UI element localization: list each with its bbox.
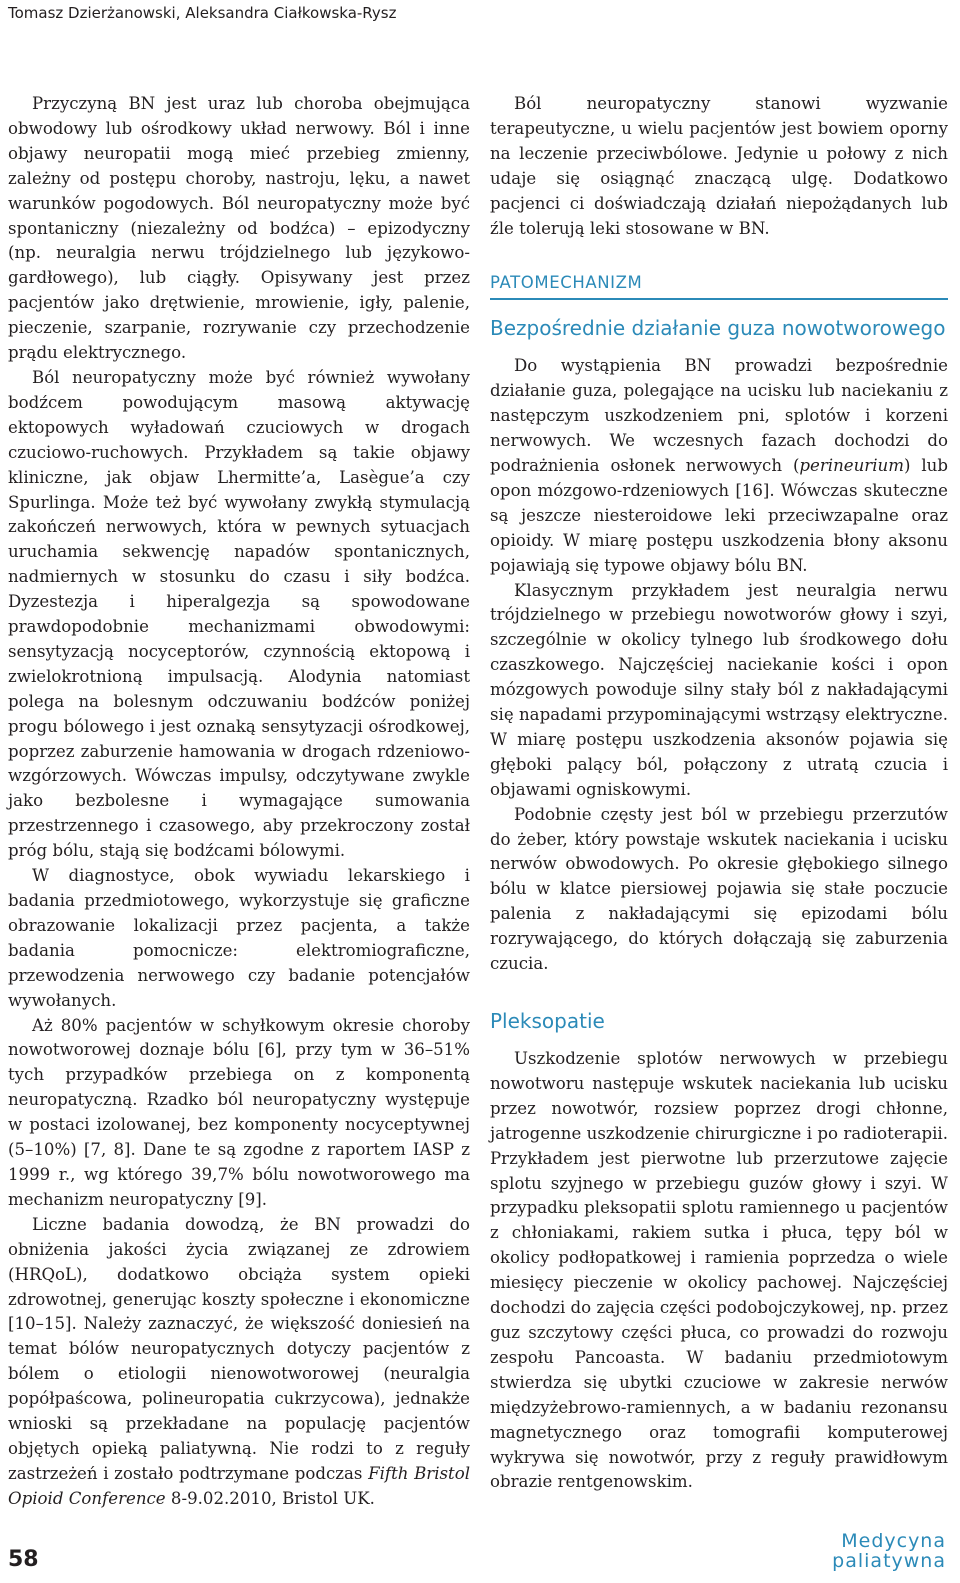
section-heading: PATOMECHANIZM [490,271,948,300]
paragraph: Klasycznym przykładem jest neuralgia nerwu trójdzielnego w przebiegu nowotworów głowy i szyi, szczególnie w okolicy tylnego lub środkowego dołu czaszkowego. Najczęściej naciekanie kości i opon mózgowych powoduje silny stały ból z nakładającymi się napadami przypominającymi wstrząsy elektryczne. W miarę postępu uszkodzenia aksonów pojawia się głęboki palący ból, połączony z utratą czucia i objawami ogniskowymi. [490,580,948,799]
paragraph: Aż 80% pacjentów w schyłkowym okresie choroby nowotworowej doznaje bólu [6], przy tym w 36–51% tych przypadków przebiega on z komponentą neuropatyczną. Rzadko ból neuropatyczny występuje w postaci izolowanej, bez komponenty nocyceptywnej (5–10%) [7, 8]. Dane te są zgodne z raportem IASP z 1999 r., wg którego 39,7% bólu nowotworowego ma mechanizm neuropatyczny [9]. [8,1015,470,1209]
subsection-heading: Pleksopatie [490,1009,605,1033]
conference-details: 8-9.02.2010, Bristol UK. [165,1488,375,1508]
journal-name-line2: paliatywna [832,1550,946,1572]
paragraph-text: ) lub opon mózgowo-rdzeniowych [16]. Wówczas skuteczne są jeszcze niesteroidowe leki przeciwzapalne oraz opioidy. W miarę postępu uszkodzenia błony aksonu pojawiają się typowe objawy bólu BN. [490,455,948,575]
paragraph: Ból neuropatyczny może być również wywołany bodźcem powodującym masową aktywację ektopowych wyładowań czuciowych w drogach czuciowo-ruchowych. Przykładem są takie objawy kliniczne, jak objaw Lhermitte’a, Lasègue’a czy Spurlinga. Może też być wywołany zwykłą stymulacją zakończeń nerwowych, która w pewnych sytuacjach uruchamia sekwencję napadów spontanicznych, nadmiernych w stosunku do czasu i siły bodźca. Dyzestezja i hiperalgezja są spowodowane prawdopodobnie mechanizmami obwodowymi: sensytyzacją nocyceptorów, czynnością ektopową i zwielokrotnioną impulsacją. Alodynia natomiast polega na bolesnym odczuwaniu bodźców poniżej progu bólowego i jest oznaką sensytyzacji ośrodkowej, poprzez zaburzenie hamowania w drogach rdzeniowo-wzgórzowych. Wówczas impulsy, odczytywane zwykle jako bezbolesne i wymagające sumowania przestrzennego i czasowego, aby przekroczony został próg bólu, stają się bodźcami bólowymi. [8,367,470,861]
paragraph: Uszkodzenie splotów nerwowych w przebiegu nowotworu następuje wskutek naciekania lub ucisku przez nowotwór, rozsiew poprzez drogi chłonne, jatrogenne uszkodzenie chirurgiczne i po radioterapii. Przykładem jest pierwotne lub przerzutowe zajęcie splotu szyjnego w przebiegu guzów głowy i szyi. W przypadku pleksopatii splotu ramiennego u pacjentów z chłoniakami, rakiem sutka i płuca, tępy ból w okolicy podłopatkowej i ramienia poprzedza o wiele miesięcy pieczenie w okolicy pachowej. Najczęściej dochodzi do zajęcia części podobojczykowej, np. przez guz szczytowy części płuca, co prowadzi do rozwoju zespołu Pancoasta. W badaniu przedmiotowym stwierdza się ubytki czuciowe w zakresie nerwów międzyżebrowo-ramiennych, a w badaniu rezonansu magnetycznego oraz tomografii komputerowej wykrywa się nowotwór, przy z reguły prawidłowym obrazie rentgenowskim. [490,1049,948,1492]
paragraph: Podobnie częsty jest ból w przebiegu przerzutów do żeber, który powstaje wskutek naciekania i ucisku nerwów obwodowych. Po okresie głębokiego silnego bólu w klatce piersiowej pojawia się stałe poczucie palenia z nakładającymi się epizodami bólu rozrywającego, do których dołączają się zaburzenia czucia. [490,804,948,974]
right-column [490,92,948,1495]
paragraph: W diagnostyce, obok wywiadu lekarskiego i badania przedmiotowego, wykorzystuje się graficzne obrazowanie lokalizacji przez pacjenta, a także badania pomocnicze: elektromiograficzne, przewodzenia nerwowego czy badanie potencjałów wywołanych. [8,866,470,1010]
paragraph [490,354,948,578]
conference-name: Fifth Bristol Opioid Conference [8,1463,470,1508]
running-header-authors: Tomasz Dzierżanowski, Aleksandra Ciałkowska-Rysz [8,4,397,22]
intro-paragraph: Ból neuropatyczny stanowi wyzwanie terapeutyczne, u wielu pacjentów jest bowiem oporny na leczenie przeciwbólowe. Jedynie u połowy z nich udaje się osiągnąć znaczącą ulgę. Dodatkowo pacjenci ci doświadczają działań niepożądanych lub źle tolerują leki stosowane w BN. [490,94,948,238]
paragraph-text: Do wystąpienia BN prowadzi bezpośrednie działanie guza, polegające na ucisku lub naciekaniu z następczym uszkodzeniem pni, splotów i korzeni nerwowych. We wczesnych fazach dochodzi do podrażnienia osłonek nerwowych ( [490,356,948,475]
journal-logo [832,1531,946,1571]
left-column [8,92,470,1512]
paragraph-text: Liczne badania dowodzą, że BN prowadzi do obniżenia jakości życia związanej ze zdrowiem (HRQoL), dodatkowo obciąża system opieki zdrowotnej, generując koszty społeczne i ekonomiczne [10–15]. Należy zaznaczyć, że większość doniesień na temat bólów neuropatycznych dotyczy pacjentów z bólem o etiologii nienowotworowej (neuralgia popółpaścowa, polineuropatia cukrzycowa), jednakże wnioski są przekładane na populację pacjentów objętych opieką paliatywną. Nie rodzi to z reguły zastrzeżeń i zostało podtrzymane podczas [8,1214,470,1483]
paragraph-last [8,1213,470,1512]
subsection-heading: Bezpośrednie działanie guza nowotworowego [490,316,946,341]
journal-name-line1: Medycyna [841,1530,946,1552]
paragraph: Przyczyną BN jest uraz lub choroba obejmująca obwodowy lub ośrodkowy układ nerwowy. Ból i inne objawy neuropatii mogą mieć przebieg zmienny, zależny od postępu choroby, nastroju, lęku, a nawet warunków pogodowych. Ból neuropatyczny może być spontaniczny (niezależny od bodźca) – epizodyczny (np. neuralgia nerwu trójdzielnego lub językowo-gardłowego), lub ciągły. Opisywany jest przez pacjentów jako drętwienie, mrowienie, igły, palenie, pieczenie, szarpanie, rozrywanie czy przechodzenie prądu elektrycznego. [8,94,470,363]
italic-term: perineurium [799,455,904,475]
page-number: 58 [8,1547,39,1572]
